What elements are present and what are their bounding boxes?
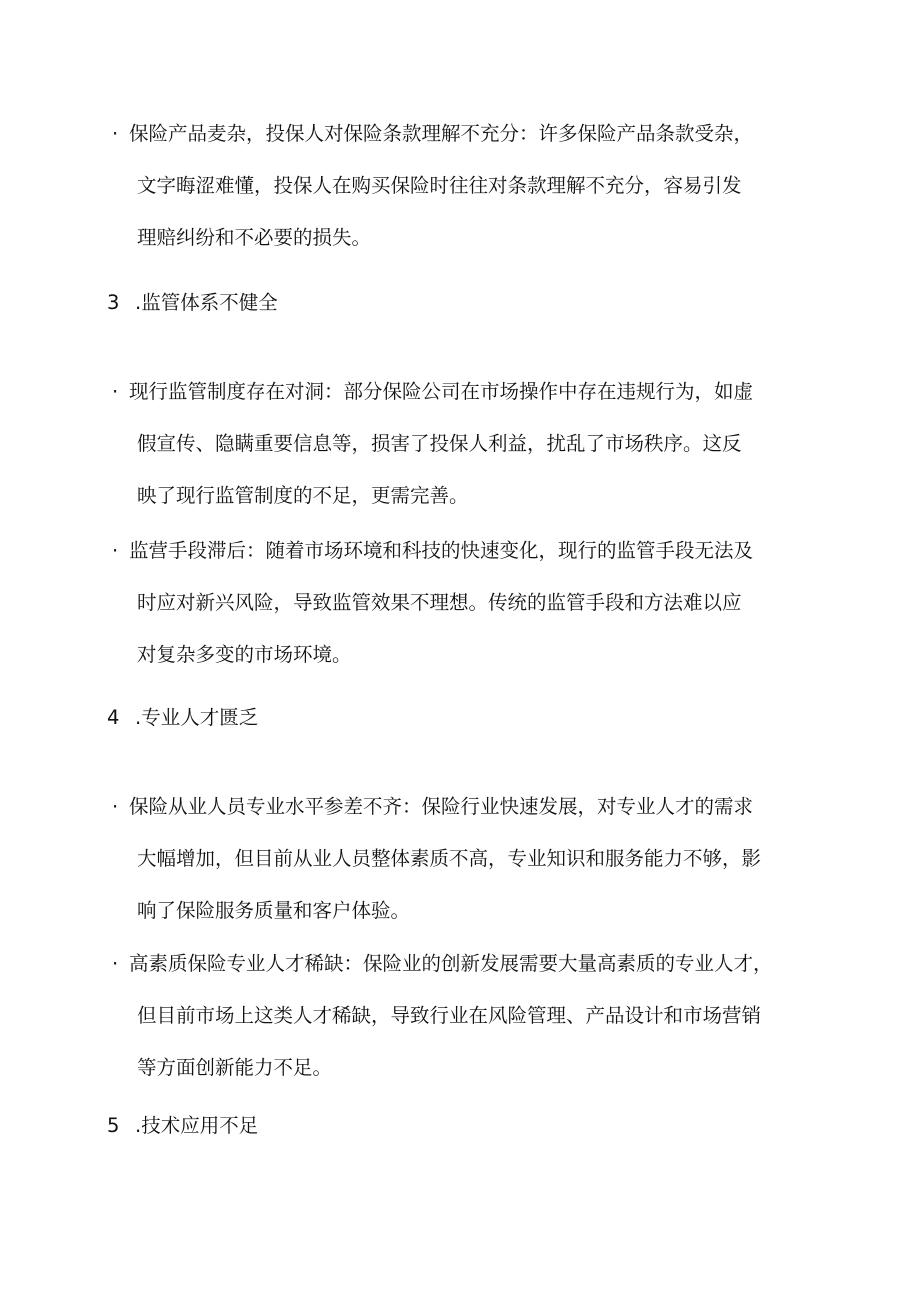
bullet-line: 等方面创新能力不足。 — [137, 1056, 333, 1079]
bullet-dot: · — [112, 539, 119, 562]
section-number: 3 — [107, 291, 120, 314]
bullet-line: 理赔纠纷和不必要的损失。 — [137, 226, 372, 249]
bullet-line — [112, 781, 792, 833]
bullet-text: 保险从业人员专业水平参差不齐：保险行业快速发展，对专业人才的需求 — [129, 795, 754, 818]
bullet-line: 对复杂多变的市场环境。 — [137, 643, 352, 666]
bullet-line — [112, 525, 792, 577]
bullet-line — [112, 108, 792, 160]
section-title: .技术应用不足 — [135, 1114, 259, 1137]
bullet-text: 监营手段滞后：随着市场环境和科技的快速变化，现行的监管手段无法及 — [129, 539, 754, 562]
bullet-line — [112, 366, 792, 418]
section-heading — [107, 703, 258, 733]
bullet-line: 时应对新兴风险，导致监管效果不理想。传统的监管手段和方法难以应 — [137, 591, 742, 614]
bullet-line — [112, 938, 792, 990]
bullet-line: 响了保险服务质量和客户体验。 — [137, 899, 411, 922]
section-heading — [107, 1111, 258, 1141]
bullet-dot: · — [112, 952, 119, 975]
bullet-line: 映了现行监管制度的不足，更需完善。 — [137, 484, 469, 507]
bullet-line: 大幅增加，但目前从业人员整体素质不高，专业知识和服务能力不够，影 — [137, 847, 762, 870]
section-title: .监管体系不健全 — [135, 291, 278, 314]
bullet-paragraph — [112, 108, 792, 264]
bullet-paragraph — [112, 938, 792, 1094]
bullet-paragraph — [112, 781, 792, 937]
bullet-line: 文字晦涩难懂，投保人在购买保险时往往对条款理解不充分，容易引发 — [137, 174, 742, 197]
bullet-text: 现行监管制度存在对洞：部分保险公司在市场操作中存在违规行为，如虚 — [129, 380, 754, 403]
bullet-line: 假宣传、隐瞒重要信息等，损害了投保人利益，扰乱了市场秩序。这反 — [137, 432, 742, 455]
section-number: 4 — [107, 706, 120, 729]
section-heading — [107, 288, 278, 318]
bullet-dot: · — [112, 380, 119, 403]
bullet-dot: · — [112, 795, 119, 818]
bullet-paragraph — [112, 366, 792, 522]
bullet-text: 保险产品麦杂，投保人对保险条款理解不充分：许多保险产品条款受杂， — [129, 122, 754, 145]
bullet-dot: · — [112, 122, 119, 145]
bullet-text: 高素质保险专业人才稀缺：保险业的创新发展需要大量高素质的专业人才， — [129, 952, 773, 975]
section-title: .专业人才匮乏 — [135, 706, 259, 729]
section-number: 5 — [107, 1114, 120, 1137]
bullet-line: 但目前市场上这类人才稀缺，导致行业在风险管理、产品设计和市场营销 — [137, 1004, 762, 1027]
bullet-paragraph — [112, 525, 792, 681]
